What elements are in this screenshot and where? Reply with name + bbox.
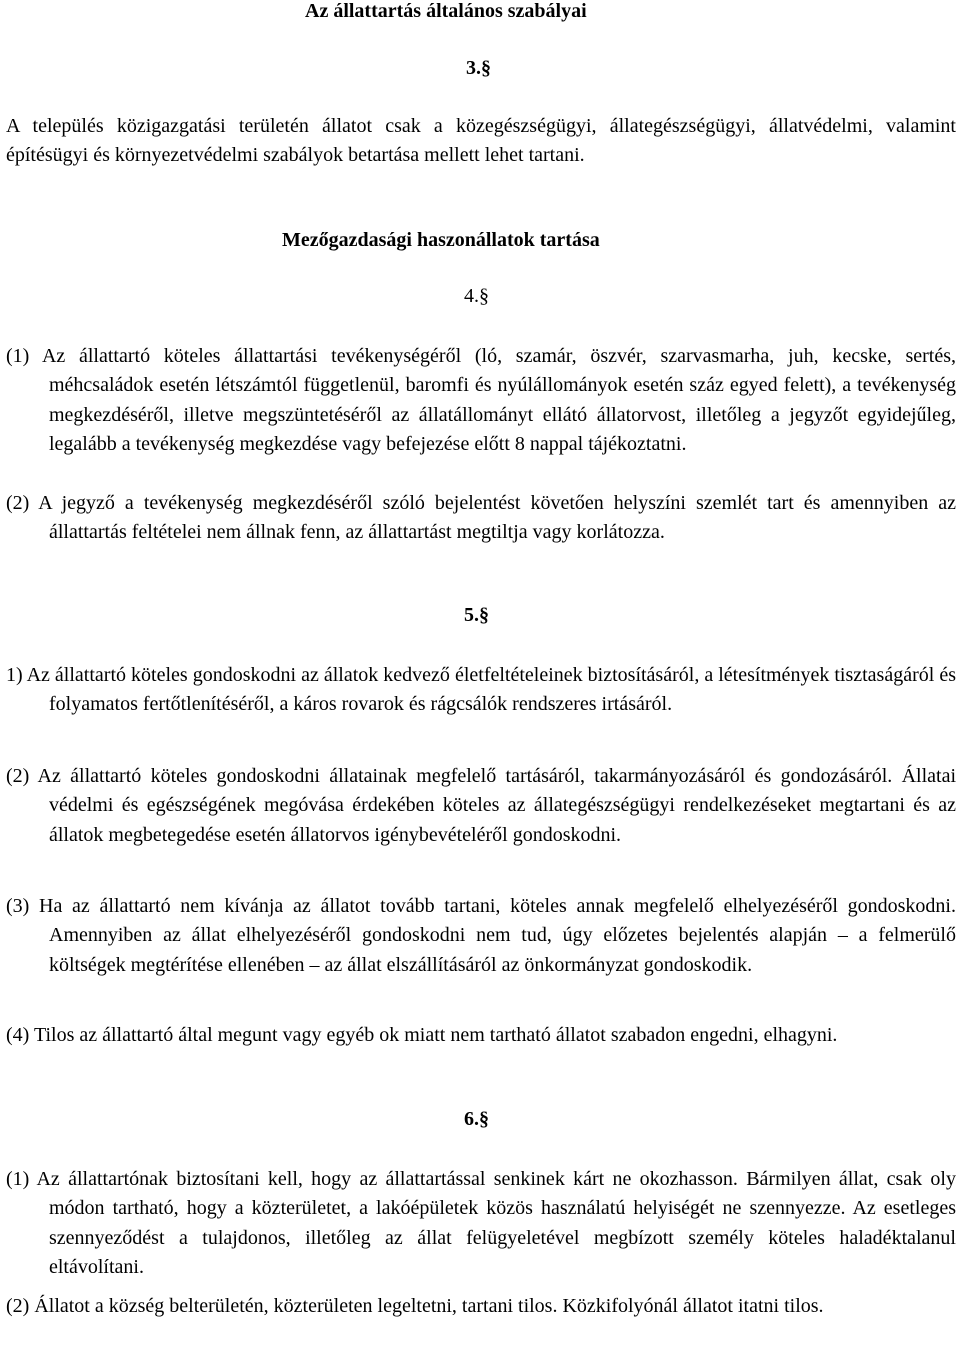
- section-5-paragraph-2: (2) Az állattartó köteles gondoskodni állatainak megfelelő tartásáról, takarmányozásáról és gondozásáról. Állatai védelmi és egészségének megóvása érdekében köteles az állategészségügyi rendelkezéseket megtartani és az állatok megbetegedése esetén állatorvos igénybevételéről gondoskodni.: [6, 765, 956, 846]
- section-4-number: 4.§: [464, 285, 489, 307]
- document-title: Az állattartás általános szabályai: [305, 0, 587, 22]
- section-6-paragraph-2: (2) Állatot a község belterületén, közterületen legeltetni, tartani tilos. Közkifolyónál állatot itatni tilos.: [6, 1295, 824, 1317]
- section-3-paragraph-1: A település közigazgatási területén állatot csak a közegészségügyi, állategészségügyi, állatvédelmi, valamint építésügyi és környezetvédelmi szabályok betartása mellett lehet tartani.: [6, 115, 956, 167]
- section-4-paragraph-1: (1) Az állattartó köteles állattartási tevékenységéről (ló, szamár, öszvér, szarvasmarha, juh, kecske, sertés, méhcsaládok esetén létszámtól függetlenül, baromfi és nyúlállományok esetén száz egyed felett), a tevékenység megkezdéséről, illetve megszüntetéséről az állatállományt ellátó állatorvost, illetőleg a jegyzőt egyidejűleg, legalább a tevékenység megkezdése vagy befejezése előtt 8 nappal tájékoztatni.: [6, 345, 956, 455]
- section-subtitle: Mezőgazdasági haszonállatok tartása: [282, 229, 600, 251]
- section-3-number: 3.§: [466, 57, 491, 79]
- section-5-paragraph-4: (4) Tilos az állattartó által megunt vagy egyéb ok miatt nem tartható állatot szabadon engedni, elhagyni.: [6, 1024, 838, 1046]
- section-6-paragraph-1: (1) Az állattartónak biztosítani kell, hogy az állattartással senkinek kárt ne okozhasson. Bármilyen állat, csak oly módon tartható, hogy a közterületet, a lakóépületek közös használatú helyiségét ne szennyezze. Az esetleges szennyeződést a tulajdonos, illetőleg az állat felügyeletével megbízott személy köteles haladéktalanul eltávolítani.: [6, 1168, 956, 1278]
- section-5-number: 5.§: [464, 604, 489, 626]
- section-6-number: 6.§: [464, 1108, 489, 1130]
- section-5-paragraph-1: 1) Az állattartó köteles gondoskodni az állatok kedvező életfeltételeinek biztosításáról, a létesítmények tisztaságáról és folyamatos fertőtlenítéséről, a káros rovarok és rágcsálók rendszeres irtásáról.: [6, 664, 956, 716]
- section-4-paragraph-2: (2) A jegyző a tevékenység megkezdéséről szóló bejelentést követően helyszíni szemlét tart és amennyiben az állattartás feltételei nem állnak fenn, az állattartást megtiltja vagy korlátozza.: [6, 492, 956, 544]
- section-5-paragraph-3: (3) Ha az állattartó nem kívánja az állatot tovább tartani, köteles annak megfelelő elhelyezéséről gondoskodni. Amennyiben az állat elhelyezéséről gondoskodni nem tud, úgy előzetes bejelentés alapján – a felmerülő költségek megtérítése ellenében – az állat elszállításáról az önkormányzat gondoskodik.: [6, 895, 956, 976]
